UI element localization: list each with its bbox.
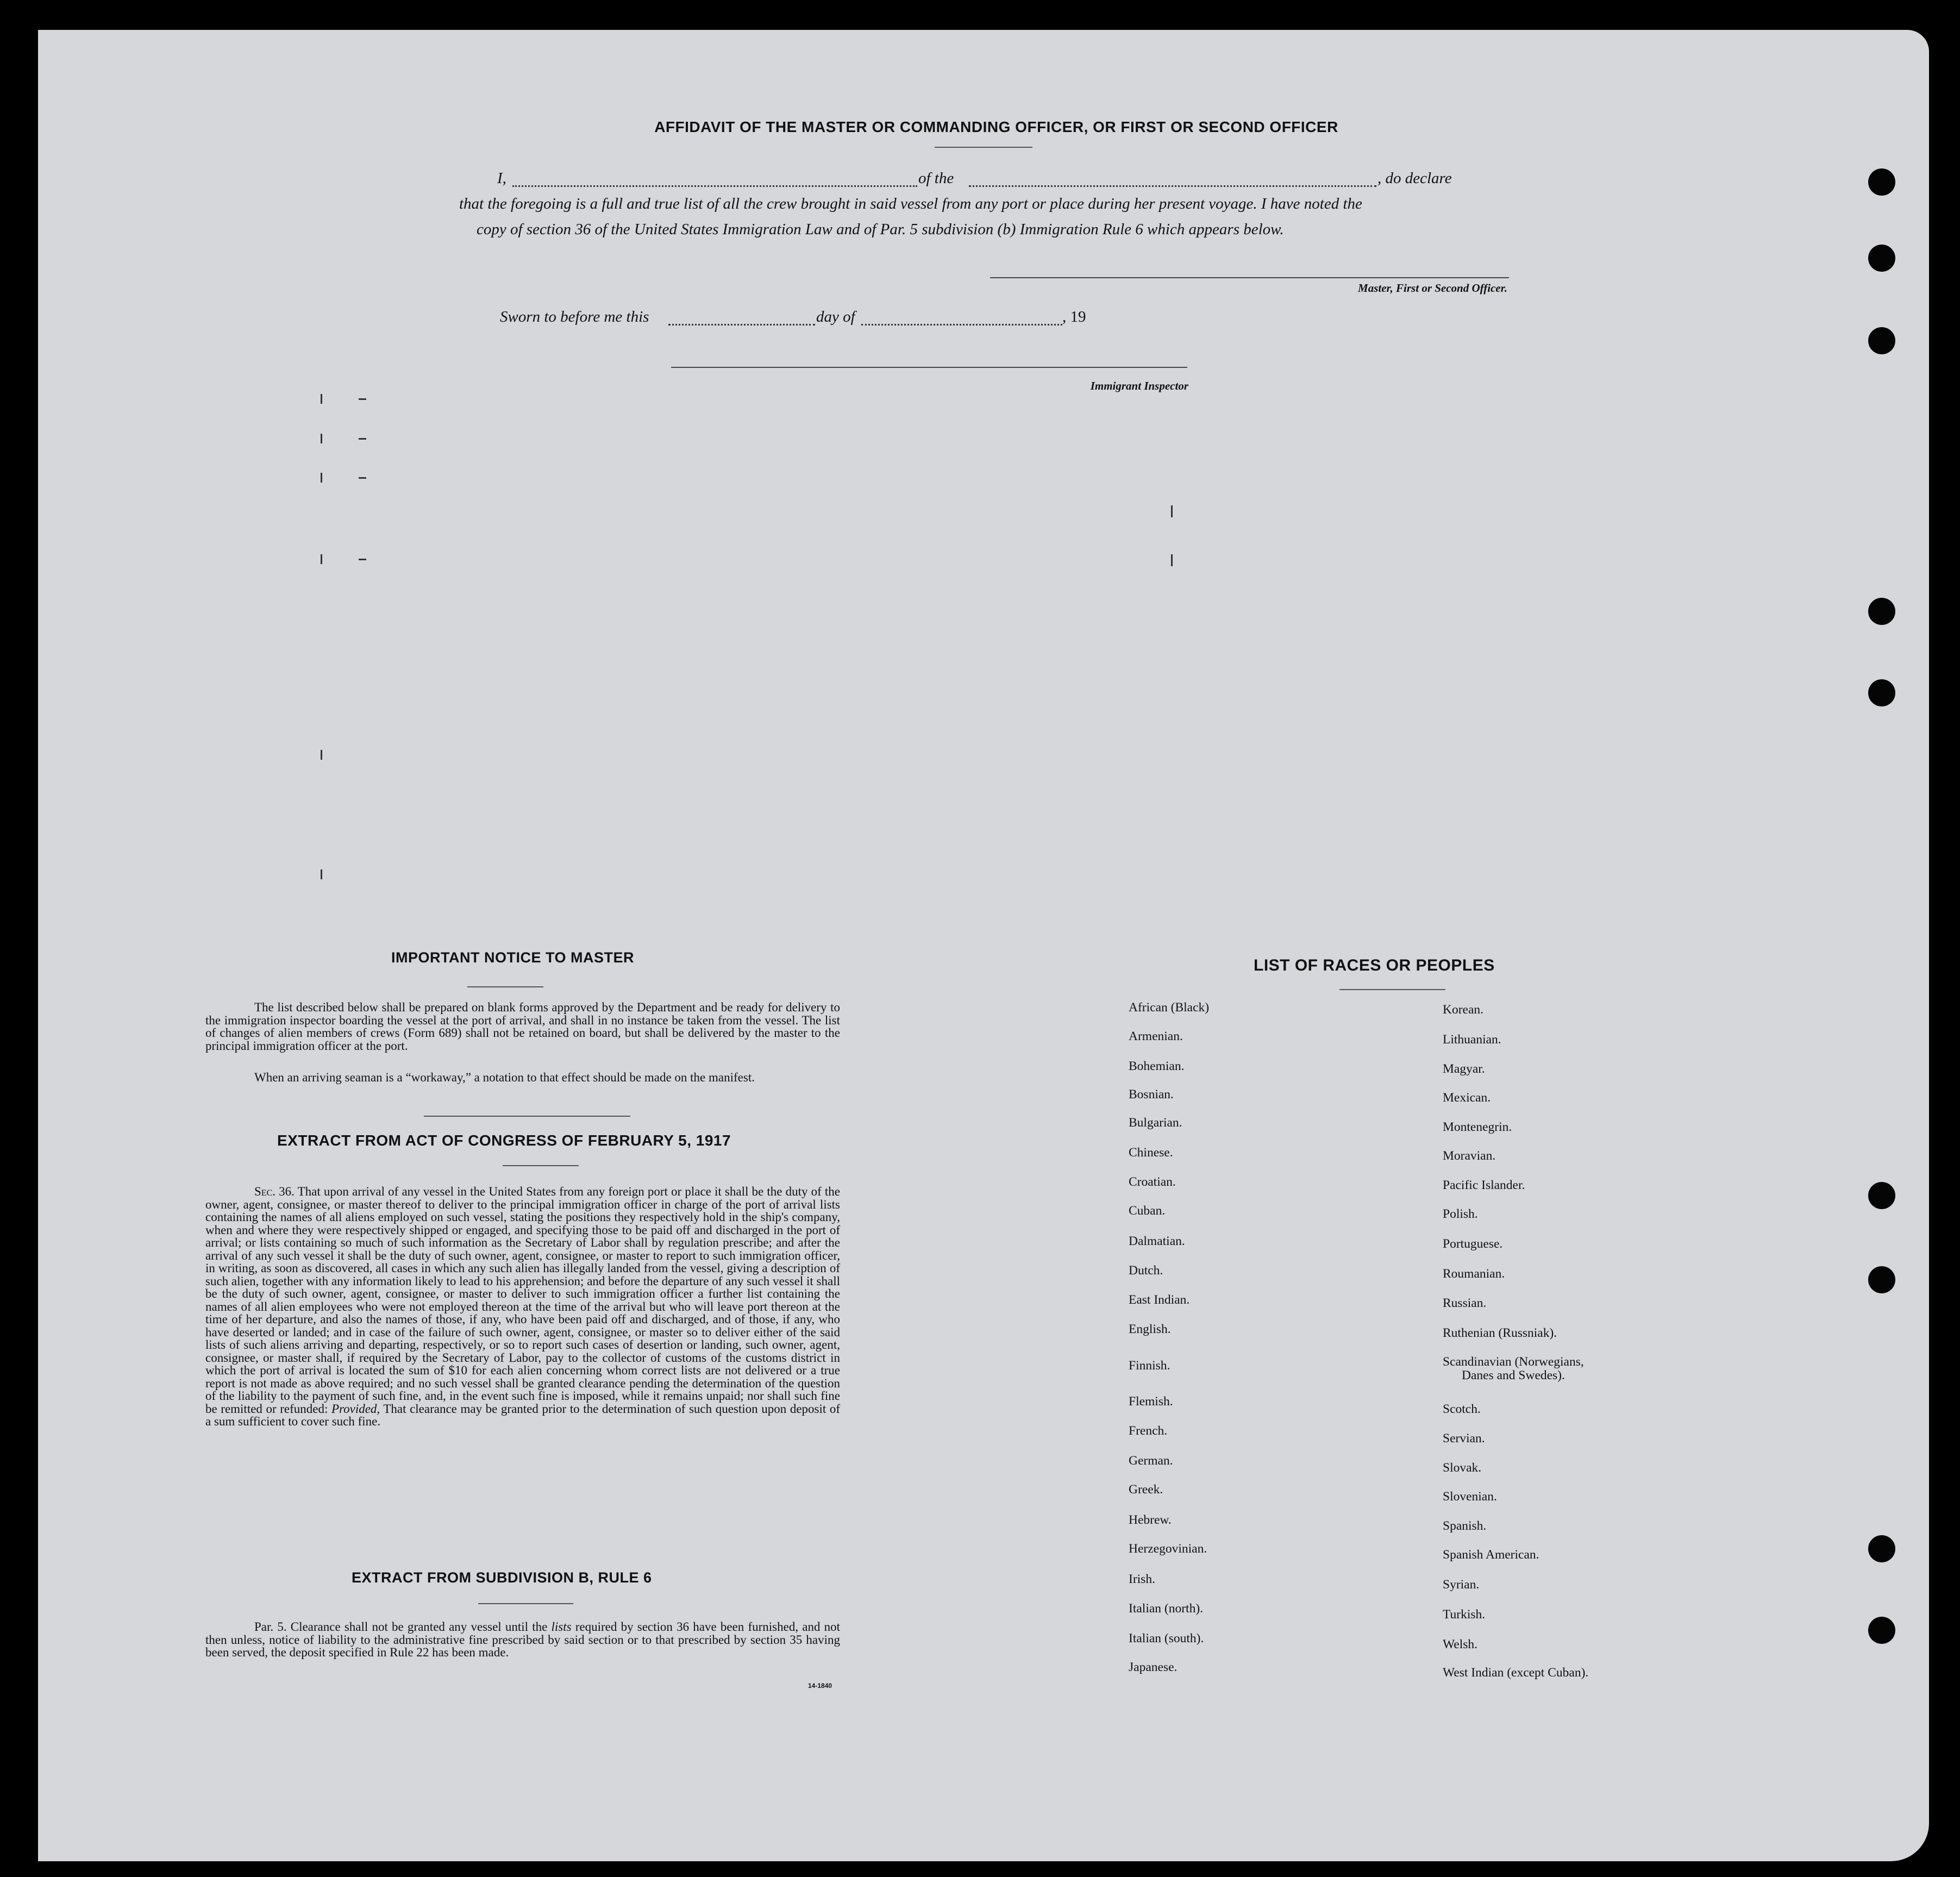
divider	[503, 1165, 579, 1166]
binder-hole	[1868, 168, 1895, 196]
act-of-congress-title: EXTRACT FROM ACT OF CONGRESS OF FEBRUARY 5, 1917	[277, 1132, 731, 1149]
race-entry: German.	[1129, 1454, 1173, 1468]
race-entry: Armenian.	[1129, 1029, 1183, 1043]
race-entry: Irish.	[1129, 1572, 1155, 1586]
race-entry: Roumanian.	[1443, 1267, 1505, 1281]
race-entry: Bosnian.	[1129, 1087, 1174, 1102]
race-entry: Greek.	[1129, 1482, 1163, 1497]
races-title: LIST OF RACES OR PEOPLES	[1254, 956, 1495, 974]
day-of-label: day of	[816, 308, 855, 326]
race-entry: Dalmatian.	[1129, 1234, 1185, 1248]
vessel-name-blank[interactable]	[969, 185, 1376, 187]
race-entry: Moravian.	[1443, 1149, 1496, 1163]
race-entry: African (Black)	[1129, 1000, 1210, 1015]
binder-hole	[1868, 327, 1895, 354]
declaration-line-3: copy of section 36 of the United States Immigration Law and of Par. 5 subdivision (b) Immigration Rule 6 which appears below.	[477, 221, 1284, 238]
race-entry: West Indian (except Cuban).	[1443, 1666, 1589, 1680]
race-entry: Scandinavian (Norwegians,	[1443, 1355, 1584, 1369]
master-signature-label: Master, First or Second Officer.	[1358, 281, 1507, 295]
sworn-line	[500, 304, 1152, 330]
declaration-line-2: that the foregoing is a full and true list of all the crew brought in said vessel from any port or place during her present voyage. I have noted the	[459, 195, 1362, 212]
race-entry: Flemish.	[1129, 1394, 1173, 1409]
master-signature-line[interactable]	[990, 277, 1509, 278]
sworn-month-blank[interactable]	[861, 324, 1062, 326]
race-entry: Bulgarian.	[1129, 1116, 1182, 1130]
race-entry: Polish.	[1443, 1207, 1478, 1221]
section-label: Sec. 36.	[254, 1185, 295, 1198]
bleed-mark	[359, 438, 366, 440]
race-entry: Italian (north).	[1129, 1601, 1204, 1616]
race-entry: Hebrew.	[1129, 1513, 1172, 1527]
race-entry: Bohemian.	[1129, 1059, 1185, 1073]
inspector-signature-label: Immigrant Inspector	[1090, 379, 1188, 392]
par-5-end: required by section 36 have been furnished, and not then unless, notice of liability to the administrative fine prescribed by said section or to that prescribed by section 35 having been served, the deposit specified in Rule 22 has been made.	[205, 1620, 841, 1659]
section-body: That upon arrival of any vessel in the United States from any foreign port or place it shall be the duty of the owner, agent, consignee, or master thereof to deliver to the principal immigration officer in charge of the port of arrival lists containing the names of all aliens employed on such vessel, stating the positions they respectively hold in the ship's company, when and where they were respectively shipped or engaged, and specifying those to be paid off and discharged in the port of arrival; or lists containing so much of such information as the Secretary of Labor shall by regulation prescribe; and after the arrival of any such vessel it shall be the duty of such owner, agent, consignee, or master to report to such immigration officer, in writing, as soon as discovered, all cases in which any such alien has illegally landed from the vessel, giving a description of such alien, together with any information likely to lead to his apprehension; and before the departure of any such vessel it shall be the duty of such owner, agent, consignee, or master to deliver to such immigration officer a further list containing the names of all alien employees who were not employed thereon at the time of the arrival but who will leave port thereon at the time of her departure, and also the names of those, if any, who have been paid off and discharged, and of those, if any, who have deserted or landed; and in case of the failure of such owner, agent, consignee, or master so to deliver either of the said lists of such aliens arriving and departing, respectively, or so to report such cases of desertion or landing, such owner, agent, consignee, or master shall, if required by the Secretary of Labor, pay to the collector of customs of the customs district in which the port of arrival is located the sum of $10 for each alien concerning whom correct lists are not delivered or a true report is not made as above required; and no such vessel shall be granted clearance pending the determination of the question of the liability to the payment of such fine, and, in the event such fine is imposed, while it remains unpaid; nor shall such fine be remitted or refunded:	[205, 1185, 840, 1416]
divider	[467, 986, 543, 987]
race-entry: Cuban.	[1129, 1204, 1166, 1218]
race-entry: Japanese.	[1129, 1660, 1178, 1674]
race-entry: Spanish.	[1443, 1519, 1487, 1533]
of-the-label: of the	[918, 170, 954, 187]
race-entry: Ruthenian (Russniak).	[1443, 1326, 1557, 1340]
bleed-mark	[359, 477, 366, 479]
race-entry: Croatian.	[1129, 1175, 1176, 1189]
race-entry: Portuguese.	[1443, 1237, 1503, 1251]
divider	[935, 147, 1032, 148]
bleed-mark	[1171, 554, 1173, 566]
sworn-label: Sworn to before me this	[500, 308, 649, 326]
par-5-start: Par. 5. Clearance shall not be granted any vessel until the	[254, 1620, 548, 1634]
race-entry: Syrian.	[1443, 1578, 1480, 1592]
declarant-name-blank[interactable]	[512, 185, 917, 187]
race-entry: Spanish American.	[1443, 1548, 1539, 1562]
affidavit-title: AFFIDAVIT OF THE MASTER OR COMMANDING OFFICER, OR FIRST OR SECOND OFFICER	[654, 118, 1338, 135]
race-entry: Slovenian.	[1443, 1490, 1497, 1504]
binder-hole	[1868, 598, 1895, 625]
race-entry: Pacific Islander.	[1443, 1178, 1525, 1192]
race-entry: Italian (south).	[1129, 1631, 1204, 1645]
bleed-mark	[321, 434, 322, 443]
race-entry: Servian.	[1443, 1431, 1485, 1446]
race-entry: Montenegrin.	[1443, 1120, 1512, 1134]
bleed-mark	[1171, 505, 1173, 517]
race-entry: Finnish.	[1129, 1359, 1170, 1373]
race-entry: Magyar.	[1443, 1062, 1485, 1076]
do-declare-label: , do declare	[1377, 170, 1452, 187]
divider	[1339, 989, 1445, 990]
binder-hole	[1868, 1266, 1895, 1293]
bleed-mark	[359, 559, 366, 560]
bleed-mark	[321, 394, 322, 404]
bleed-mark	[321, 473, 322, 483]
subdivision-b-title: EXTRACT FROM SUBDIVISION B, RULE 6	[352, 1569, 652, 1586]
divider	[478, 1603, 573, 1604]
binder-hole	[1868, 245, 1895, 272]
inspector-signature-line[interactable]	[671, 367, 1187, 368]
race-entry: Chinese.	[1129, 1146, 1173, 1160]
race-entry: Mexican.	[1443, 1091, 1491, 1105]
lists-keyword: lists	[551, 1620, 572, 1634]
notice-paragraph-2: When an arriving seaman is a “workaway,” a notation to that effect should be made on the manifest.	[254, 1071, 755, 1084]
race-entry: Welsh.	[1443, 1637, 1478, 1651]
par-5-text	[205, 1621, 840, 1659]
race-entry: Dutch.	[1129, 1263, 1163, 1278]
bleed-mark	[321, 750, 322, 760]
divider	[424, 1116, 630, 1117]
bleed-mark	[359, 398, 366, 400]
binder-hole	[1868, 1617, 1895, 1644]
bleed-mark	[321, 869, 322, 879]
race-entry: Herzegovinian.	[1129, 1542, 1207, 1556]
year-label: , 19	[1062, 308, 1086, 326]
race-entry: Lithuanian.	[1443, 1033, 1501, 1047]
race-entry: Russian.	[1443, 1296, 1487, 1310]
sworn-day-blank[interactable]	[668, 324, 815, 326]
section-body-end: That clearance may be granted prior to the determination of such question upon deposit of a sum sufficient to cover such fine.	[205, 1402, 840, 1428]
race-entry: Slovak.	[1443, 1461, 1482, 1475]
race-entry: French.	[1129, 1424, 1168, 1438]
i-label: I,	[497, 170, 506, 187]
declarant-line	[497, 166, 1513, 191]
race-entry: Scotch.	[1443, 1402, 1481, 1416]
race-entry: Korean.	[1443, 1003, 1484, 1017]
notice-title: IMPORTANT NOTICE TO MASTER	[391, 949, 634, 966]
race-entry: Danes and Swedes).	[1462, 1368, 1565, 1382]
binder-hole	[1868, 1535, 1895, 1562]
race-entry: Turkish.	[1443, 1607, 1486, 1622]
form-number: 14-1840	[808, 1682, 832, 1690]
section-36-text	[205, 1185, 840, 1428]
race-entry: English.	[1129, 1322, 1171, 1336]
notice-paragraph-1: The list described below shall be prepared on blank forms approved by the Department and be ready for delivery to the immigration inspector boarding the vessel at the port of arrival, and shall in no instance be taken from the vessel. The list of changes of alien members of crews (Form 689) shall not be retained on board, but shall be delivered by the master to the principal immigration officer at the port.	[205, 1000, 840, 1053]
bleed-mark	[321, 554, 322, 564]
binder-hole	[1868, 1182, 1895, 1209]
provided-keyword: Provided,	[331, 1402, 380, 1416]
race-entry: East Indian.	[1129, 1293, 1190, 1307]
binder-hole	[1868, 679, 1895, 706]
